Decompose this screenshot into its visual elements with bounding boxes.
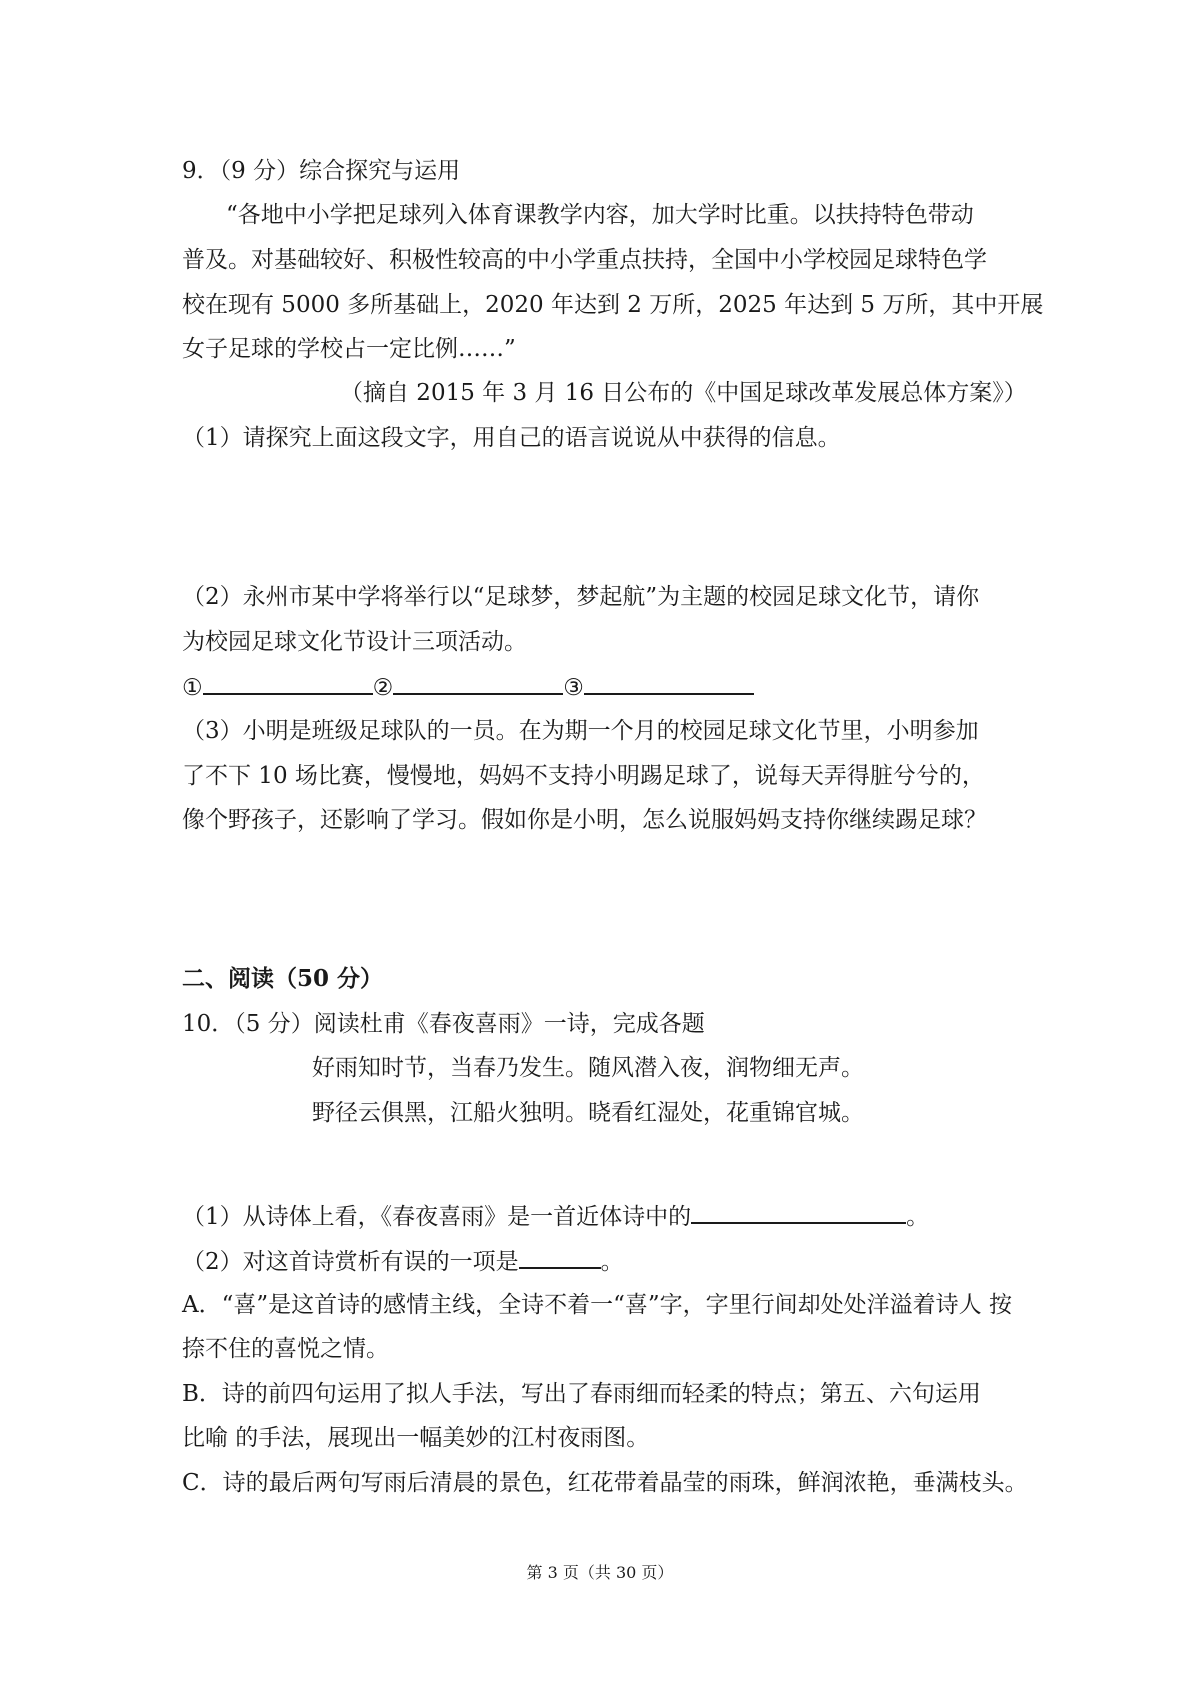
option-a-line-2: 捺不住的喜悦之情。 [182,1336,389,1362]
q9-sub3-line-3: 像个野孩子，还影响了学习。假如你是小明，怎么说服妈妈支持你继续踢足球？ [182,807,987,833]
q9-quote-line-2: 普及。对基础较好、积极性较高的中小学重点扶持，全国中小学校园足球特色学 [182,247,987,273]
q10-title: 10．（5 分）阅读杜甫《春夜喜雨》一诗，完成各题 [182,1011,705,1037]
q9-sub2-line-2: 为校园足球文化节设计三项活动。 [182,629,527,655]
blank-marker-2: ② [372,675,394,701]
option-b-line-1: B．诗的前四句运用了拟人手法，写出了春雨细而轻柔的特点；第五、六句运用 [182,1381,981,1407]
poem-line-1: 好雨知时节，当春乃发生。随风潜入夜，润物细无声。 [312,1055,864,1081]
q9-quote-line-3: 校在现有 5000 多所基础上，2020 年达到 2 万所，2025 年达到 5 万所，其中开展 [182,292,1044,318]
option-c: C．诗的最后两句写雨后清晨的景色，红花带着晶莹的雨珠，鲜润浓艳，垂满枝头。 [182,1470,1028,1496]
q9-source: （摘自 2015 年 3 月 16 日公布的《中国足球改革发展总体方案》） [340,380,1027,406]
q9-sub3-line-1: （3）小明是班级足球队的一员。在为期一个月的校园足球文化节里，小明参加 [182,718,979,744]
q10-sub2-text: （2）对这首诗赏析有误的一项是 [182,1249,519,1275]
q10-sub2 [182,1245,624,1277]
option-b-line-2: 比喻 的手法，展现出一幅美妙的江村夜雨图。 [182,1425,650,1451]
answer-blank-poem-form[interactable] [691,1200,906,1224]
answer-blank-3[interactable] [584,671,754,695]
answer-blank-1[interactable] [203,671,373,695]
q9-title: 9．（9 分）综合探究与运用 [182,158,461,184]
answer-blank-2[interactable] [393,671,563,695]
q9-sub3-line-2: 了不下 10 场比赛，慢慢地，妈妈不支持小明踢足球了，说每天弄得脏兮兮的， [182,763,985,789]
q10-sub1 [182,1200,929,1232]
q9-activity-blanks [182,671,754,703]
section2-title: 二、阅读（50 分） [182,965,384,992]
q9-quote-line-1: “各地中小学把足球列入体育课教学内容，加大学时比重。以扶持特色带动 [226,202,974,228]
q10-sub1-text: （1）从诗体上看，《春夜喜雨》是一首近体诗中的 [182,1204,692,1230]
page-footer: 第 3 页（共 30 页） [526,1563,674,1582]
blank-marker-3: ③ [563,675,584,701]
answer-blank-choice[interactable] [519,1245,601,1269]
blank-marker-1: ① [182,675,203,701]
option-a-line-1: A．“喜”是这首诗的感情主线，全诗不着一“喜”字，字里行间却处处洋溢着诗人 按 [182,1292,1012,1318]
q10-sub1-end: 。 [906,1204,930,1230]
q9-sub2-line-1: （2）永州市某中学将举行以“足球梦，梦起航”为主题的校园足球文化节，请你 [182,584,980,610]
poem-line-2: 野径云俱黑，江船火独明。晓看红湿处，花重锦官城。 [312,1100,864,1126]
q10-sub2-end: 。 [600,1249,624,1275]
q9-quote-line-4: 女子足球的学校占一定比例……” [182,336,516,362]
q9-sub1: （1）请探究上面这段文字，用自己的语言说说从中获得的信息。 [182,425,841,451]
